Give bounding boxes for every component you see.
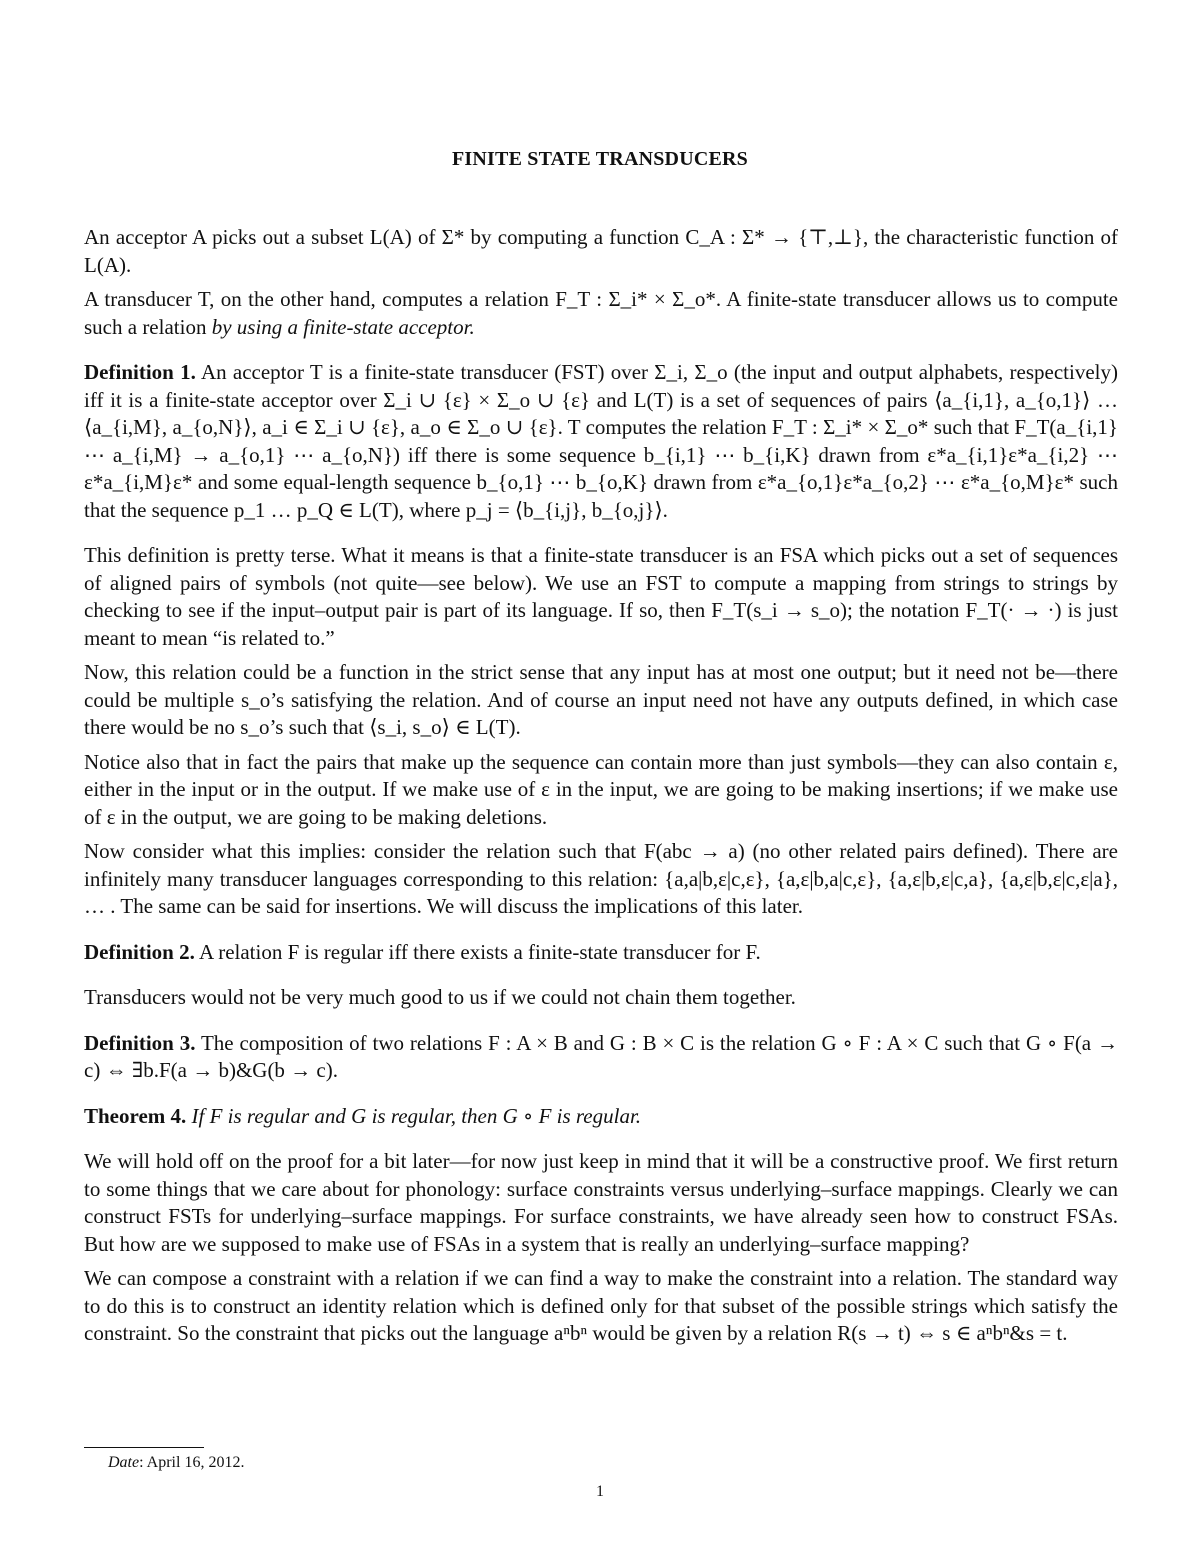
definition-2-label: Definition 2. [84,939,195,964]
paragraph-epsilon-text: Notice also that in fact the pairs that make up the sequence can contain more than just symbols—they can also contain ε, either in the input or in the output. If we make use of ε in the input, we are going to be making insertions; if we make use of ε in the output, we are going to be making deletions. [84,749,1118,829]
page-number: 1 [596,1483,604,1500]
paragraph-function [84,659,1118,742]
paragraph-transducer [84,286,1118,341]
paragraph-acceptor-text: An acceptor A picks out a subset L(A) of Σ* by computing a function C_A : Σ* → {⊤,⊥}, the characteristic function of L(A). [84,225,1118,277]
paragraph-transducer-emphasis: by using a finite-state acceptor. [211,314,475,339]
definition-3 [84,1030,1118,1085]
paragraph-proof [84,1148,1118,1258]
definition-3-label: Definition 3. [84,1030,196,1055]
paragraph-chain-text: Transducers would not be very much good to us if we could not chain them together. [84,985,796,1009]
paragraph-terse-text: This definition is pretty terse. What it means is that a finite-state transducer is an FSA which picks out a set of sequences of aligned pairs of symbols (not quite—see below). We use an FST to compute a mapping from strings to strings by checking to see if the input–output pair is part of its language. If so, then F_T(s_i → s_o); the notation F_T(· → ·) is just meant to mean “is related to.” [84,543,1118,650]
footnote-rule [84,1447,204,1448]
paragraph-function-text: Now, this relation could be a function in the strict sense that any input has at most one output; but it need not be—there could be multiple s_o’s satisfying the relation. And of course an input need not have any outputs defined, in which case there would be no s_o’s such that ⟨s_i, s_o⟩ ∈ L(T). [84,660,1118,739]
paragraph-acceptor [84,224,1118,279]
definition-1-label: Definition 1. [84,360,196,384]
paragraph-compose-text: We can compose a constraint with a relation if we can find a way to make the constraint into a relation. The standard way to do this is to construct an identity relation which is defined only for that subset of the possible strings which satisfy the constraint. So the constraint that picks out the language aⁿbⁿ would be given by a relation R(s → t) ⇔ s ∈ aⁿbⁿ&s = t. [84,1266,1118,1345]
definition-2-text: A relation F is regular iff there exists a finite-state transducer for F. [198,939,761,964]
definition-1-text: An acceptor T is a finite-state transducer (FST) over Σ_i, Σ_o (the input and output alphabets, respectively) iff it is a finite-state acceptor over Σ_i ∪ {ε} × Σ_o ∪ {ε} and L(T) is a set of sequences of pairs ⟨a_{i,1}, a_{o,1}⟩ … ⟨a_{i,M}, a_{o,N}⟩, a_i ∈ Σ_i ∪ {ε}, a_o ∈ Σ_o ∪ {ε}. T computes the relation F_T : Σ_i* × Σ_o* such that F_T(a_{i,1} ⋯ a_{i,M} → a_{o,1} ⋯ a_{o,N}) iff there is some sequence b_{i,1} ⋯ b_{i,K} drawn from ε*a_{i,1}ε*a_{i,2} ⋯ ε*a_{i,M}ε* and some equal-length sequence b_{o,1} ⋯ b_{o,K} drawn from ε*a_{o,1}ε*a_{o,2} ⋯ ε*a_{o,M}ε* such that the sequence p_1 … p_Q ∈ L(T), where p_j = ⟨b_{i,j}, b_{o,j}⟩. [84,360,1118,522]
paragraph-implications-text: Now consider what this implies: consider the relation such that F(abc → a) (no other related pairs defined). There are infinitely many transducer languages corresponding to this relation: {a,a|b,ε|c,ε}, {a,ε|b,a|c,ε}, {a,ε|b,ε|c,a}, {a,ε|b,ε|c,ε|a}, … . The same can be said for insertions. We will discuss the implications of this later. [84,839,1118,918]
body-text [84,224,1118,1355]
footnote-separator: : [139,1454,147,1471]
definition-1 [84,359,1118,524]
paragraph-implications [84,838,1118,921]
paragraph-terse [84,542,1118,652]
definition-3-text: The composition of two relations F : A × B and G : B × C is the relation G ∘ F : A × C such that G ∘ F(a → c) ⇔ ∃b.F(a → b)&G(b → c). [84,1030,1118,1082]
paragraph-chain [84,984,1118,1012]
footnote-date: April 16, 2012. [146,1454,245,1471]
paragraph-proof-text: We will hold off on the proof for a bit later—for now just keep in mind that it will be a constructive proof. We first return to some things that we care about for phonology: surface constraints versus underlying–surface mappings. Clearly we can construct FSTs for underlying–surface mappings. For surface constraints, we have already seen how to construct FSAs. But how are we supposed to make use of FSAs in a system that is really an underlying–surface mapping? [84,1149,1118,1256]
theorem-4-label: Theorem 4. [84,1103,187,1128]
paragraph-compose [84,1265,1118,1348]
footnote [108,1453,244,1473]
footnote-label: Date [108,1454,140,1471]
theorem-4 [84,1103,1118,1131]
page-title: FINITE STATE TRANSDUCERS [452,148,748,170]
paragraph-transducer-text: A transducer T, on the other hand, computes a relation F_T : Σ_i* × Σ_o*. A finite-state transducer allows us to compute such a relation [84,287,1118,339]
paragraph-epsilon [84,749,1118,832]
theorem-4-text: If F is regular and G is regular, then G ∘ F is regular. [191,1103,642,1128]
definition-2 [84,939,1118,967]
